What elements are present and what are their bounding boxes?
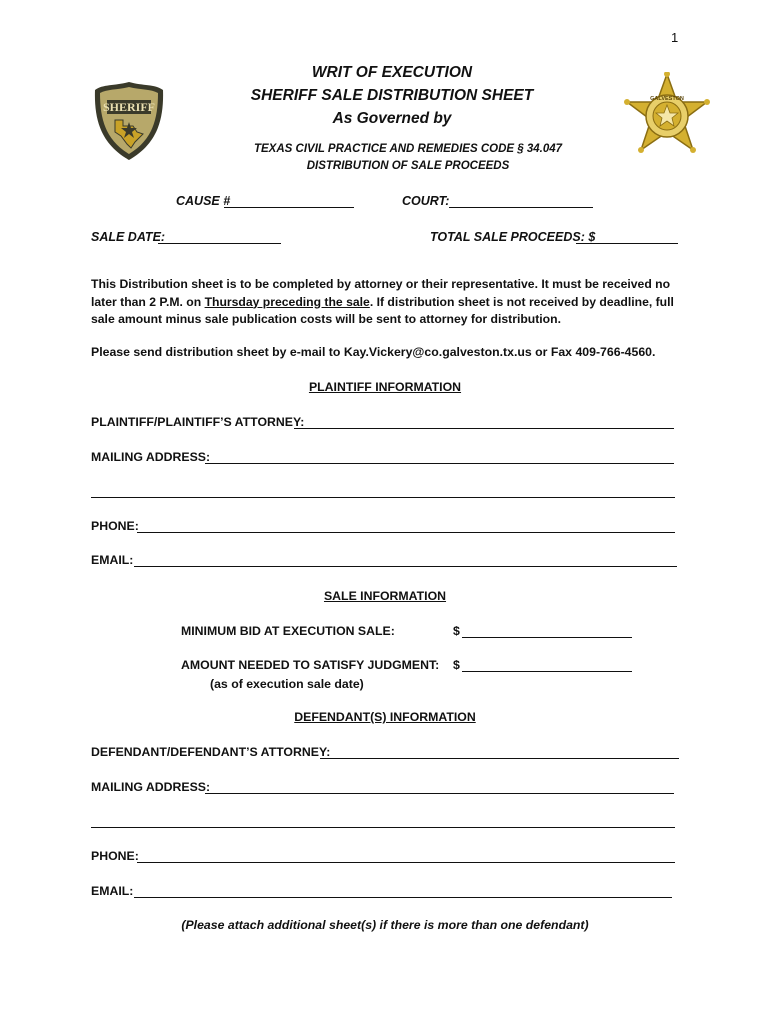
subtitle-line-2: DISTRIBUTION OF SALE PROCEEDS [306,160,510,172]
plaintiff-mailing-input-line[interactable] [205,463,674,464]
sale-section-heading: SALE INFORMATION [323,589,447,603]
amount-needed-input-line[interactable] [462,671,632,672]
badge-left-text: SHERIFF [102,100,156,114]
cause-input-line[interactable] [224,207,354,208]
subtitle-line-1: TEXAS CIVIL PRACTICE AND REMEDIES CODE § 34.047 [253,143,563,155]
footer-note: (Please attach additional sheet(s) if there is more than one defendant) [181,918,589,932]
plaintiff-phone-input-line[interactable] [137,532,675,533]
defendant-email-label: EMAIL: [91,884,134,898]
plaintiff-attorney-input-line[interactable] [294,428,674,429]
total-sale-proceeds-label: TOTAL SALE PROCEEDS: $ [430,230,596,244]
title-line-2: SHERIFF SALE DISTRIBUTION SHEET [250,87,534,104]
title-line-3: As Governed by [332,110,452,127]
total-sale-proceeds-input-line[interactable] [576,243,678,244]
plaintiff-email-label: EMAIL: [91,553,134,567]
sale-date-label: SALE DATE: [91,230,166,244]
plaintiff-email-input-line[interactable] [134,566,677,567]
plaintiff-attorney-label: PLAINTIFF/PLAINTIFF’S ATTORNEY: [91,415,305,429]
defendant-email-input-line[interactable] [134,897,672,898]
contact-instructions: Please send distribution sheet by e-mail to Kay.Vickery@co.galveston.tx.us or Fax 409-766-4560. [91,345,656,359]
defendant-phone-input-line[interactable] [137,862,675,863]
defendant-mailing-label: MAILING ADDRESS: [91,780,211,794]
defendant-section-heading: DEFENDANT(S) INFORMATION [294,710,476,724]
instructions-deadline: Thursday preceding the sale [204,294,370,309]
badge-right-text: GALVESTON [650,96,684,102]
minimum-bid-label: MINIMUM BID AT EXECUTION SALE: [181,624,395,638]
defendant-attorney-label: DEFENDANT/DEFENDANT’S ATTORNEY: [91,745,331,759]
plaintiff-mailing-input-line-2[interactable] [91,497,675,498]
instructions-paragraph [91,276,686,329]
instructions-part-2: . If distribution sheet is not received by deadline, full sale amount minus sale publication costs will be sent to attorney for distribution. [91,294,674,326]
court-label: COURT: [402,194,450,208]
amount-needed-currency: $ [453,658,460,672]
instructions-part-1: This Distribution sheet is to be completed by attorney or their representative. It must be received no later than 2 P.M. on [91,277,671,309]
minimum-bid-input-line[interactable] [462,637,632,638]
amount-needed-label: AMOUNT NEEDED TO SATISFY JUDGMENT: [181,658,440,672]
plaintiff-section-heading: PLAINTIFF INFORMATION [308,380,462,394]
title-line-1: WRIT OF EXECUTION [311,64,473,81]
defendant-phone-label: PHONE: [91,849,139,863]
defendant-mailing-input-line-2[interactable] [91,827,675,828]
sale-date-input-line[interactable] [158,243,281,244]
plaintiff-phone-label: PHONE: [91,519,139,533]
defendant-attorney-input-line[interactable] [320,758,679,759]
cause-label: CAUSE # [176,194,231,208]
minimum-bid-currency: $ [453,624,460,638]
as-of-date-note: (as of execution sale date) [210,677,364,691]
plaintiff-mailing-label: MAILING ADDRESS: [91,450,211,464]
page-number: 1 [671,30,679,45]
defendant-mailing-input-line[interactable] [205,793,674,794]
court-input-line[interactable] [449,207,593,208]
